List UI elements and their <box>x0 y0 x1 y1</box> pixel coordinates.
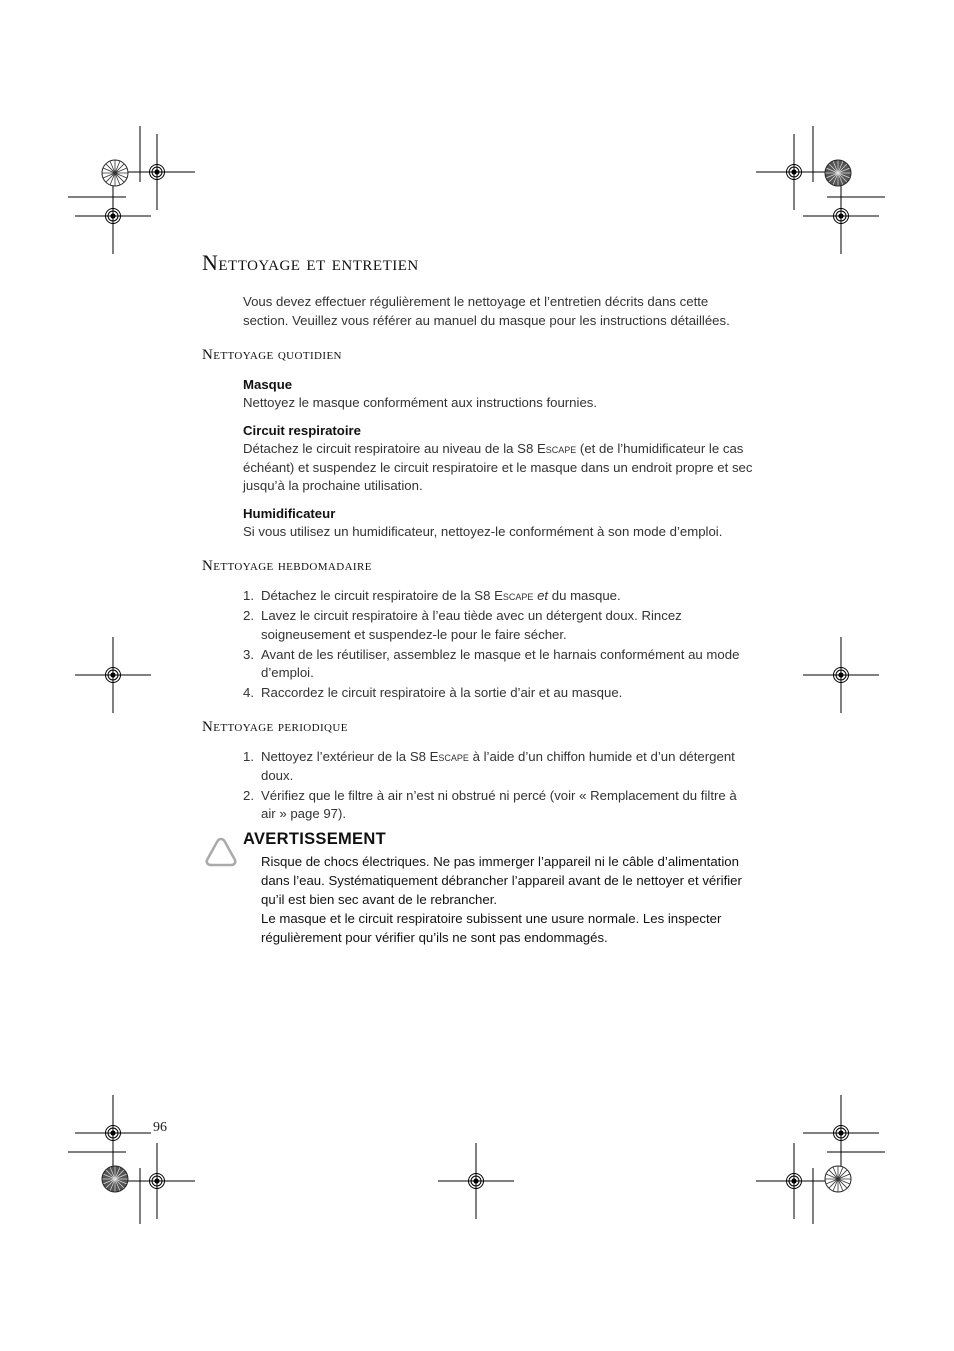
intro-paragraph: Vous devez effectuer régulièrement le nettoyage et l’entretien décrits dans cette section. Veuillez vous référer au manuel du masque pour les instructions détaillées. <box>243 294 730 328</box>
device-name: S8 Escape <box>474 588 534 603</box>
periodic-steps-list <box>243 748 753 825</box>
circuit-text: Détachez le circuit respiratoire au niveau de la S8 Escape (et de l’humidificateur le cas échéant) et suspendez le circuit respiratoire et le masque dans un endroit propre et sec jusqu’à la prochaine utilisation. <box>243 441 753 493</box>
list-item: 3. Avant de les réutiliser, assemblez le masque et le harnais conformément au mode d’emploi. <box>243 646 740 680</box>
device-name: S8 Escape <box>517 441 577 456</box>
heading-daily-cleaning: Nettoyage quotidien <box>202 347 342 363</box>
heading-weekly-cleaning: Nettoyage hebdomadaire <box>202 558 372 574</box>
subheading-mask: Masque <box>243 377 293 392</box>
warning-text-wear: Le masque et le circuit respiratoire subissent une usure normale. Les inspecter régulièrement pour vérifier qu’ils ne sont pas endommagés. <box>261 911 722 945</box>
warning-title: AVERTISSEMENT <box>243 830 386 848</box>
humidifier-text: Si vous utilisez un humidificateur, nettoyez-le conformément à son mode d’emploi. <box>243 524 723 539</box>
page-title: Nettoyage et entretien <box>202 250 419 275</box>
page-number: 96 <box>153 1120 167 1135</box>
list-item: 2. Vérifiez que le filtre à air n’est ni obstrué ni percé (voir « Remplacement du filtre à air » page 97). <box>243 787 737 821</box>
subheading-circuit: Circuit respiratoire <box>243 423 361 438</box>
list-item: 1. Détachez le circuit respiratoire de la S8 Escape et du masque. <box>243 588 621 603</box>
weekly-steps-list <box>243 587 753 704</box>
list-item: 1. Nettoyez l’extérieur de la S8 Escape à l’aide d’un chiffon humide et d’un détergent doux. <box>243 749 735 783</box>
device-name: S8 Escape <box>409 749 469 764</box>
list-item: 4. Raccordez le circuit respiratoire à la sortie d’air et au masque. <box>243 685 623 700</box>
subheading-humidifier: Humidificateur <box>243 506 336 521</box>
mask-text: Nettoyez le masque conformément aux instructions fournies. <box>243 395 598 410</box>
warning-triangle-icon <box>204 836 238 868</box>
heading-periodic-cleaning: Nettoyage periodique <box>202 719 348 735</box>
warning-text-electric: Risque de chocs électriques. Ne pas immerger l’appareil ni le câble d’alimentation dans l’eau. Systématiquement débrancher l’appareil avant de le nettoyer et vérifier qu’il est bien sec avant de le rebrancher. <box>261 854 742 907</box>
list-item: 2. Lavez le circuit respiratoire à l’eau tiède avec un détergent doux. Rincez soigneusement et suspendez-le pour le faire sécher. <box>243 608 682 642</box>
